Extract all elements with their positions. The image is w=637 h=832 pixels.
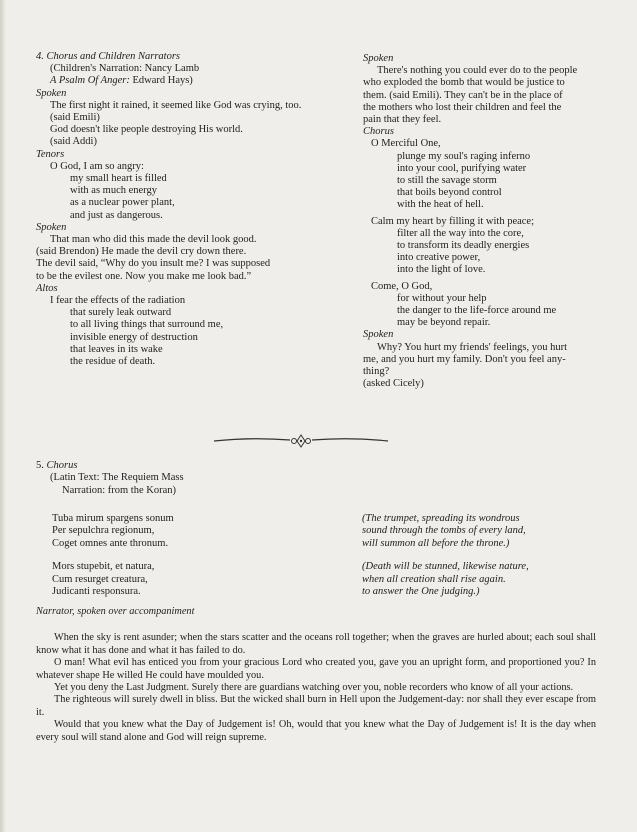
- spoken-line: them. (said Emili). They can't be in the place of: [363, 89, 563, 101]
- verse-line: invisible energy of destruction: [70, 331, 198, 343]
- verse-line: that leaves in its wake: [70, 343, 163, 355]
- translation-line: will summon all before the throne.): [362, 537, 510, 549]
- spoken-line: to be the evilest one. Now you make me look bad.”: [36, 270, 252, 282]
- spoken-line: (asked Cicely): [363, 378, 424, 390]
- verse-line: into the light of love.: [397, 264, 486, 276]
- section-4-credit-2: [36, 75, 336, 87]
- verse-line: that boils beyond control: [397, 187, 502, 199]
- verse-line: to still the savage storm: [397, 175, 497, 187]
- section-4-credit-1: (Children's Narration: Nancy Lamb: [50, 63, 200, 75]
- spoken-heading-4: Spoken: [363, 329, 394, 341]
- spoken-line: There's nothing you could ever do to the people: [377, 65, 578, 77]
- narration-block: [36, 606, 596, 744]
- narration-paragraph: Yet you deny the Last Judgment. Surely there are guardians watching over you, noble recorders who know of all your actions.: [54, 682, 574, 694]
- verse-line: filter all the way into the core,: [397, 227, 524, 239]
- stanza-gap: [362, 550, 592, 561]
- verse-line: to all living things that surround me,: [70, 319, 224, 331]
- verse-line: I fear the effects of the radiation: [50, 295, 186, 307]
- verse-line: for without your help: [397, 292, 487, 304]
- section-5-title: [36, 460, 576, 472]
- latin-line: Cum resurget creatura,: [52, 573, 148, 585]
- narrator-label: Narrator, spoken over accompaniment: [36, 606, 195, 617]
- verse-line: may be beyond repair.: [397, 317, 491, 329]
- latin-text: [52, 513, 312, 598]
- left-column: [36, 51, 336, 368]
- translation-line: (The trumpet, spreading its wondrous: [362, 513, 520, 524]
- translation-text: [362, 513, 592, 598]
- latin-line: Mors stupebit, et natura,: [52, 561, 155, 573]
- spoken-line: who exploded the bomb that would be justice to: [363, 77, 565, 89]
- translation-line: sound through the tombs of every land,: [362, 525, 526, 537]
- narration-paragraph: The righteous will surely dwell in bliss. But the wicked shall burn in Hell upon the Judgement-day: nor shall they ever escape from it.: [36, 694, 596, 718]
- latin-line: Judicanti responsura.: [52, 586, 141, 598]
- ornamental-divider-icon: [212, 432, 390, 450]
- translation-line: to answer the One judging.): [362, 586, 480, 598]
- psalm-author: Edward Hays): [129, 75, 193, 87]
- section-5-sub-2: Narration: from the Koran): [62, 484, 176, 496]
- spoken-line: The devil said, “Why do you insult me? I was supposed: [36, 258, 271, 270]
- psalm-title: A Psalm Of Anger:: [50, 75, 130, 87]
- latin-line: Coget omnes ante thronum.: [52, 537, 169, 549]
- verse-line: Calm my heart by filling it with peace;: [371, 215, 535, 227]
- spoken-line: God doesn't like people destroying His world.: [50, 124, 243, 136]
- section-5-sub-1: (Latin Text: The Requiem Mass: [50, 472, 184, 484]
- translation-line: (Death will be stunned, likewise nature,: [362, 561, 529, 573]
- latin-line: Per sepulchra regionum,: [52, 525, 155, 537]
- verse-line: with the heat of hell.: [397, 199, 484, 211]
- spoken-line: (said Emili): [50, 112, 100, 124]
- verse-line: and just as dangerous.: [70, 209, 163, 221]
- altos-heading: Altos: [36, 282, 58, 294]
- verse-line: O Merciful One,: [371, 138, 441, 150]
- spoken-line: That man who did this made the devil look good.: [50, 234, 257, 246]
- section-title: Chorus: [46, 460, 78, 471]
- verse-line: Come, O God,: [371, 280, 433, 292]
- translation-line: when all creation shall rise again.: [362, 573, 506, 585]
- spoken-line: (said Brendon) He made the devil cry down there.: [36, 246, 247, 258]
- spoken-heading-1: Spoken: [36, 87, 67, 99]
- right-column: [363, 53, 591, 390]
- spoken-heading-2: Spoken: [36, 221, 67, 233]
- verse-line: the residue of death.: [70, 356, 156, 368]
- spoken-line: thing?: [363, 366, 390, 378]
- spoken-line: the mothers who lost their children and feel the: [363, 101, 562, 113]
- page-edge-shadow: [0, 0, 6, 832]
- tenors-heading: Tenors: [36, 148, 65, 160]
- spoken-line: The first night it rained, it seemed like God was crying, too.: [50, 99, 302, 111]
- chorus-heading: Chorus: [363, 126, 394, 138]
- verse-line: O God, I am so angry:: [50, 160, 144, 172]
- verse-line: into your cool, purifying water: [397, 162, 527, 174]
- section-number: 5.: [36, 460, 47, 471]
- narration-paragraph: Would that you knew what the Day of Judgement is! Oh, would that you knew what the Day of Judgement is! It is the day when every soul will stand alone and God will reign supreme.: [36, 719, 596, 743]
- stanza-gap: [52, 550, 312, 561]
- verse-line: plunge my soul's raging inferno: [397, 150, 531, 162]
- section-5-header: [36, 460, 576, 497]
- spoken-line: me, and you hurt my family. Don't you feel any-: [363, 353, 566, 365]
- verse-line: into creative power,: [397, 252, 481, 264]
- verse-line: to transform its deadly energies: [397, 240, 530, 252]
- verse-line: my small heart is filled: [70, 173, 167, 185]
- verse-line: with as much energy: [70, 185, 157, 197]
- spoken-heading-3: Spoken: [363, 53, 394, 64]
- latin-line: Tuba mirum spargens sonum: [52, 513, 174, 524]
- verse-line: as a nuclear power plant,: [70, 197, 175, 209]
- verse-line: the danger to the life-force around me: [397, 305, 557, 317]
- verse-line: that surely leak outward: [70, 307, 172, 319]
- narration-paragraph: O man! What evil has enticed you from your gracious Lord who created you, gave you an upright form, and proportioned you? In whatever shape He willed He could have moulded you.: [36, 657, 596, 681]
- spoken-line: (said Addi): [50, 136, 97, 148]
- spoken-line: pain that they feel.: [363, 114, 442, 126]
- section-4-heading: 4. Chorus and Children Narrators: [36, 51, 181, 62]
- spoken-line: Why? You hurt my friends' feelings, you hurt: [377, 341, 567, 353]
- section-4-title: [36, 51, 336, 63]
- narration-paragraph: When the sky is rent asunder; when the stars scatter and the oceans roll together; when the graves are hurled about; each soul shall know what it has done and what it has failed to do.: [36, 632, 596, 656]
